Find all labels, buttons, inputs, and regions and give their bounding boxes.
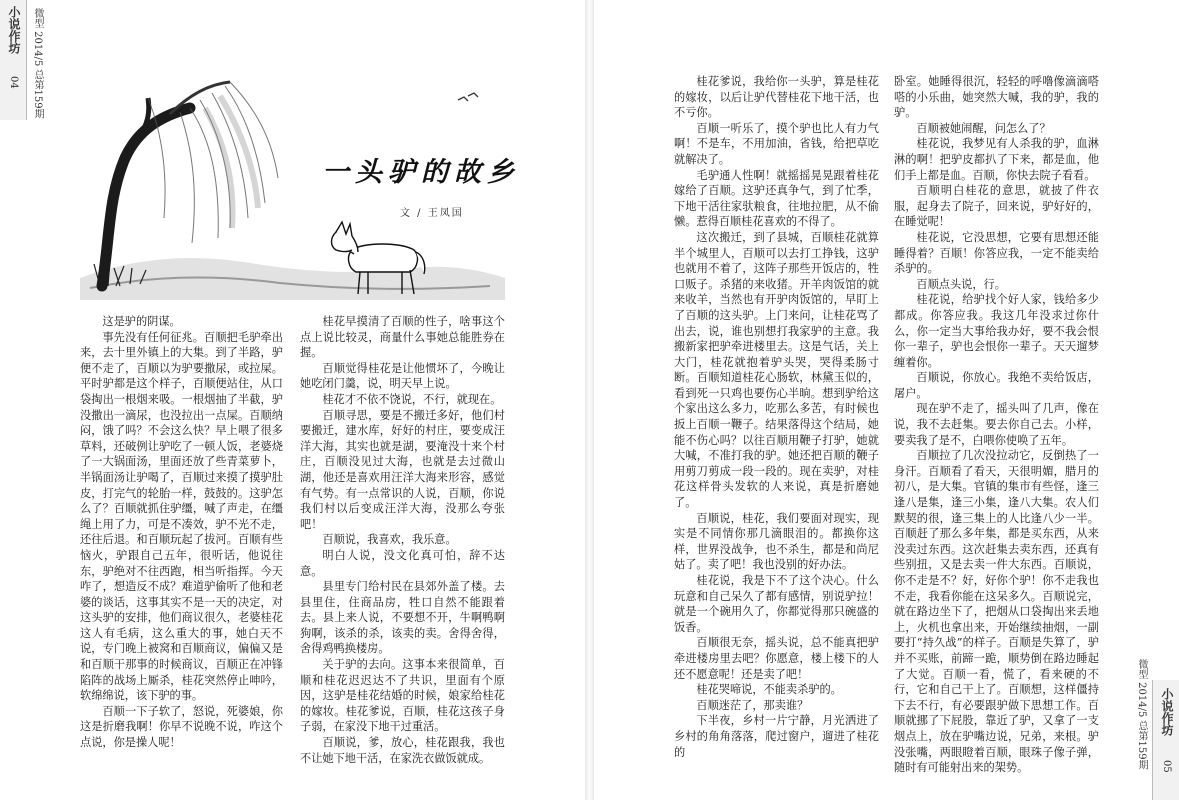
left-page	[0, 0, 585, 800]
paragraph: 百顺觉得桂花是让他惯坏了，今晚让她吃闭门羹，说，明天早上说。	[300, 361, 505, 391]
paragraph: 关于驴的去向。这事本来很简单，百顺和桂花迟迟达不了共识，里面有个原因，这驴是桂花结婚的时候，娘家给桂花的嫁妆。桂花爹说，百顺，桂花这孩子身子弱，在家没下地干过重活。	[300, 658, 505, 734]
left-section-label: 小说作坊	[7, 6, 21, 54]
paragraph: 百顺很无奈，摇头说，总不能真把驴牵进楼房里去吧？你愿意，楼上楼下的人还不愿意呢！还是卖了吧！	[674, 636, 879, 681]
paragraph: 下半夜，乡村一片宁静，月光洒进了乡村的角角落落，爬过窗户，遛进了桂花的	[674, 714, 879, 759]
right-section-tab	[1152, 680, 1179, 800]
paragraph: 桂花早摸清了百顺的性子，啥事这个点上说比较灵，商量什么事她总能胜券在握。	[300, 315, 505, 360]
paragraph: 桂花才不依不饶说，不行，就现在。	[322, 392, 502, 406]
paragraph: 桂花说，它没思想，它要有思想还能睡得着？百顺！你答应我，一定不能卖给杀驴的。	[894, 230, 1099, 276]
text-column-4	[894, 74, 1099, 776]
paragraph: 这是驴的阴谋。	[102, 315, 181, 328]
paragraph: 百顺明白桂花的意思，就披了件衣服，起身去了院子，回来说，驴好好的，在睡觉呢！	[894, 184, 1099, 229]
paragraph: 百顺一下子软了，怒说，死婆娘，你这是折磨我啊！你早不说晚不说，咋这个点说，你是操人呢！	[80, 704, 283, 750]
paragraph: 百顺拉了几次没拉动它，反倒热了一身汗。百顺看了看天，天很明媚，腊月的初八，是大集。官镇的集市有些怪，逢三逢八是集，逢三小集，逢八大集。农人们默契的很，逢三集上的人比逢八少一半。百顺赶了那么多年集，都是买东西，从来没卖过东西。这次赶集去卖东西，还真有些别扭，又是去卖一件大东西。百顺说，你不走是不？好，好你个驴！你不走我也不走，我看你能在这呆多久。百顺说完，就在路边坐下了，把烟从口袋掏出来丢地上，火机也拿出来，开始继续抽烟，一副要打“持久战”的样子。百顺是失算了，驴并不买账，前蹄一跪，顺势倒在路边睡起了大觉。百顺一看，慌了，看来硬的不行，它和自己干上了。百顺想，这样僵持下去不行，有必要跟驴做下思想工作。百顺就挪了下屁股，靠近了驴，又拿了一支烟点上，放在驴嘴边说，兄弟，来根。驴没张嘴，两眼瞪着百顺，眼珠子像子弹，随时有可能射出来的架势。	[894, 449, 1099, 775]
paragraph: 县里专门给村民在县郊外盖了楼。去县里住，住商品房，牲口自然不能跟着去。县上来人说，不要想不开，牛啊鸭啊狗啊，该杀的杀，该卖的卖。舍得舍得，舍得鸡鸭换楼房。	[300, 580, 505, 656]
right-page-number: 05	[1161, 760, 1172, 773]
article-byline: 文 / 王凤国	[400, 208, 464, 219]
right-issue-info: 微型 2014/5 总第159期	[1136, 659, 1147, 770]
paragraph: 百顺说，爹，放心，桂花跟我，我也不让她下地干活，在家洗衣做饭就成。	[300, 736, 505, 765]
paragraph: 百顺点头说，行。	[916, 277, 1006, 291]
paragraph: 百顺说，我喜欢，我乐意。	[322, 533, 457, 547]
paragraph: 桂花说，给驴找个好人家，钱给多少都成。你答应我。我这几年没求过你什么，你一定当大事给我办好，要不我会恨你一辈子，驴也会恨你一辈子。天天遛梦缠着你。	[894, 293, 1099, 369]
article-title: 一头驴的故乡	[322, 157, 520, 188]
paragraph: 百顺寻思，要是不搬迁多好，他们村要搬迁，建水库，好好的村庄，要变成汪洋大海，其实也就是湖，要淹没十来个村庄，百顺没见过大海，也就是去过微山湖，他还是喜欢用汪洋大海来形容，感觉有气势。有一点常识的人说，百顺，你说我们村以后变成汪洋大海，没那么夸张吧！	[300, 408, 505, 531]
paragraph: 桂花说，我是下不了这个决心。什么玩意和自己呆久了都有感情，别说驴拉！就是一个碗用久了，你都觉得那只碗盛的饭香。	[674, 574, 879, 634]
left-issue-info: 微型 2014/5 总第159期	[32, 8, 43, 119]
paragraph: 百顺说，桂花，我们要面对现实，现实是不同情你那几滴眼泪的。都换你这样，世界没战争，也不杀生，都是和尚尼姑了。卖了吧！我也没别的好办法。	[674, 511, 879, 572]
left-section-tab	[0, 0, 27, 120]
paragraph: 桂花说，我梦见有人杀我的驴，血淋淋的啊！把驴皮都扒了下来，都是血，他们手上都是血。百顺，你快去院子看看。	[894, 137, 1099, 182]
right-page	[594, 0, 1179, 800]
paragraph: 桂花爹说，我给你一头驴，算是桂花的嫁妆，以后让驴代替桂花下地干活，也不亏你。	[674, 75, 879, 120]
paragraph: 事先没有任何征兆。百顺把毛驴牵出来，去十里外镇上的大集。到了半路，驴便不走了，百顺以为驴要撒尿，或拉屎。平时驴都是这个样子，百顺便站住，从口袋掏出一根烟来吸。一根烟抽了半截，驴没撒出一滴尿，也没拉出一点屎。百顺纳闷，饿了吗？不会这么快？早上喂了很多草料，还破例让驴吃了一顿人饭，老婆烧了一大锅面汤，里面还放了些青菜萝卜，半锅面汤让驴喝了，百顺过来摸了摸驴肚皮，打完气的轮胎一样，鼓鼓的。这驴怎么了？百顺就抓住驴缰，喊了声走，在缰绳上用了力，可是不凑效，驴不光不走，还往后退。和百顺玩起了拔河。百顺有些恼火，驴跟自己五年，很听话，他说往东，驴绝对不往西跑，相当听指挥。今天咋了，想造反不成？难道驴偷听了他和老婆的谈话，这事其实不是一天的决定，对这头驴的安排，他们商议很久，老婆桂花这人有毛病，这么重大的事，她白天不说，专门晚上被窝和百顺商议，偏偏又是和百顺干那事的时候商议，百顺正在冲锋陷阵的战场上厮杀，桂花突然停止呻吟，软绵绵说，该下驴的事。	[80, 330, 283, 703]
paragraph: 百顺说，你放心。我绝不卖给饭店，屠户。	[894, 371, 1099, 400]
paragraph: 毛驴通人性啊！就摇摇晃晃跟着桂花嫁给了百顺。这驴还真争气，到了忙季，下地干活往家驮粮食，往地拉肥，从不偷懒。惹得百顺桂花喜欢的不得了。	[674, 168, 879, 229]
left-page-number: 04	[8, 76, 19, 89]
paragraph: 百顺一听乐了，摸个驴也比人有力气啊！不是车，不用加油，省钱，给把草吃就解决了。	[674, 121, 879, 166]
text-column-3	[674, 74, 879, 760]
paragraph: 这次搬迁，到了县城，百顺桂花就算半个城里人，百顺可以去打工挣钱，这驴也就用不着了，这阵子那些开饭店的，牲口贩子。杀猪的来收猪。开羊肉饭馆的就来收羊，当然也有开驴肉饭馆的，早盯上了百顺的这头驴。上门来问，让桂花骂了出去，说，谁也别想打我家驴的主意。我搬新家把驴牵进楼里去。这是气话，关上大门，桂花就抱着驴头哭，哭得柔肠寸断。百顺知道桂花心肠软，林黛玉似的，看到死一只鸡也要伤心半晌。想到驴给这个家出这么多力，吃那么多苦，有时候也扳上百顺一鞭子。结果落得这个结局，她能不伤心吗？以往百顺用鞭子打驴，她就大喊，不准打我的驴。她还把百顺的鞭子用剪刀剪成一段一段的。现在卖驴，对桂花这样骨头发软的人来说，真是折磨她了。	[674, 230, 879, 510]
text-column-2	[300, 314, 505, 766]
text-column-1	[80, 314, 283, 751]
paragraph: 桂花哭啼说，不能卖杀驴的。	[696, 683, 842, 697]
paragraph: 百顺被她闹醒，问怎么了？	[916, 121, 1051, 135]
right-section-label: 小说作坊	[1160, 688, 1174, 736]
paragraph: 现在驴不走了，摇头叫了几声，像在说，我不去赶集。要去你自己去。小样，要卖我了是不，白喂你使唤了五年。	[894, 402, 1099, 447]
paragraph: 明白人说，没文化真可怕，辞不达意。	[300, 548, 505, 578]
paragraph: 百顺迷茫了，那卖谁？	[696, 698, 809, 712]
page-gutter	[585, 0, 594, 800]
paragraph: 卧室。她睡得很沉，轻轻的呼噜像滴滴嗒嗒的小乐曲，她突然大喊，我的驴，我的驴。	[894, 75, 1099, 120]
